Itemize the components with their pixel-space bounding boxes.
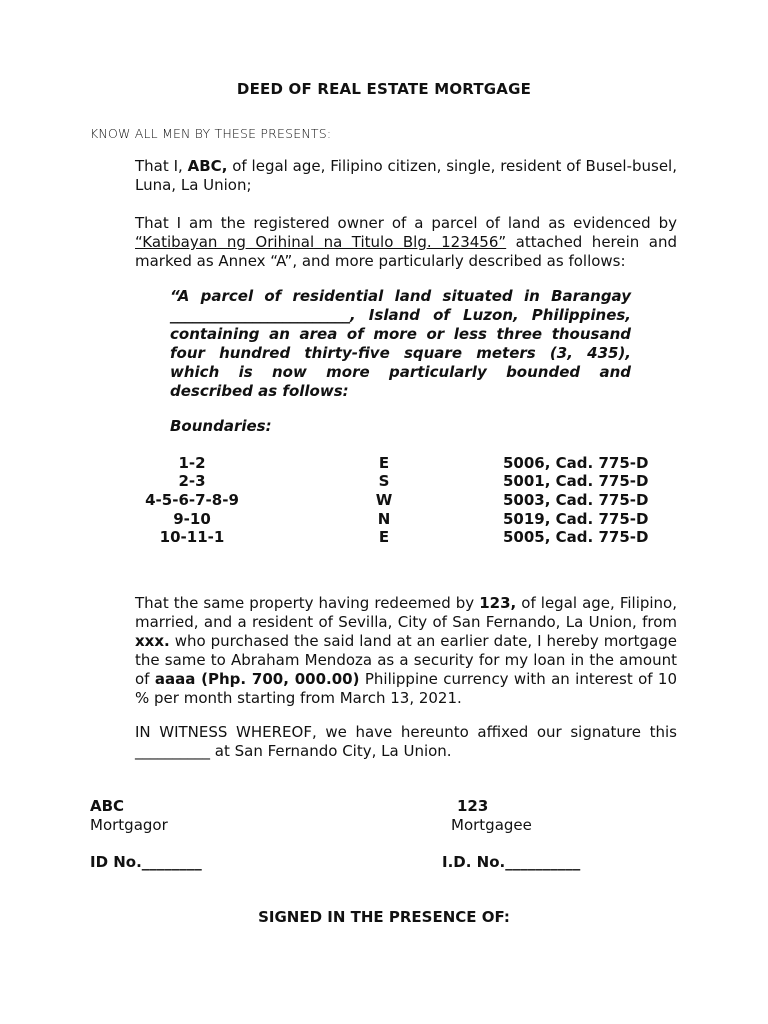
p3-redeemer-name: 123, [479, 594, 517, 612]
mortgagor-name: ABC [90, 797, 125, 815]
p4-text: IN WITNESS WHEREOF, we have hereunto affixed our signature this __________ at San Fernando City, La Union. [135, 723, 677, 760]
boundary-points: 9-10 [173, 510, 211, 528]
boundary-direction: E [378, 454, 390, 472]
boundary-points: 10-11-1 [159, 528, 225, 546]
mortgagor-role: Mortgagor [90, 816, 168, 834]
p3-text-c: of legal age, Filipino, married, and a resident of Sevilla, City of San Fernando, La Union, from [135, 594, 678, 631]
mortgagee-role: Mortgagee [451, 816, 532, 834]
p3-text-a: That the same property having redeemed by [135, 594, 480, 612]
boundary-points: 1-2 [178, 454, 206, 472]
p3-text-g: Philippine currency with an interest of 10 % per month starting from March 13, 2021. [135, 670, 677, 707]
land-description-quote: “A parcel of residential land situated in Barangay ________________________, Island of Luzon, Philippines, containing an area of more or less three thousand four hundred thirty-five square meters (3, 435), which is now more particularly bounded and described as follows: [170, 287, 631, 400]
document-title: DEED OF REAL ESTATE MORTGAGE [236, 80, 532, 98]
p1-owner-name: ABC, [187, 157, 228, 175]
boundary-lot: 5005, Cad. 775-D [503, 528, 649, 546]
boundary-lot: 5006, Cad. 775-D [503, 454, 649, 472]
paragraph-owner-identity [90, 157, 677, 195]
boundary-lot: 5003, Cad. 775-D [503, 491, 649, 509]
p1-text-a: That I, [135, 157, 188, 175]
mortgagee-name: 123 [457, 797, 489, 815]
p1-text-c: of legal age, Filipino citizen, single, resident of Busel-busel, Luna, La Union; [135, 157, 677, 194]
boundary-row [0, 454, 768, 473]
signed-presence-heading: SIGNED IN THE PRESENCE OF: [258, 908, 510, 926]
boundary-lot: 5019, Cad. 775-D [503, 510, 649, 528]
p3-text-e: who purchased the said land at an earlier date, I hereby mortgage the same to Abraham Mendoza as a security for my loan in the amount of [135, 632, 677, 688]
boundaries-label: Boundaries: [170, 417, 272, 435]
boundary-row [0, 472, 768, 491]
mortgagor-id-line: ID No.________ [90, 853, 202, 871]
mortgagee-id-line: I.D. No.__________ [442, 853, 581, 871]
p3-seller-name: xxx. [135, 632, 170, 650]
p2-title-reference: “Katibayan ng Orihinal na Titulo Blg. 123456” [135, 233, 507, 251]
boundary-row [0, 510, 768, 529]
boundary-direction: W [375, 491, 393, 509]
boundary-points: 4-5-6-7-8-9 [145, 491, 239, 509]
boundary-row [0, 528, 768, 547]
boundary-direction: N [377, 510, 391, 528]
p2-text-a: That I am the registered owner of a parcel of land as evidenced by [135, 214, 677, 232]
know-all-heading: KNOW ALL MEN BY THESE PRESENTS: [90, 126, 332, 141]
boundary-row [0, 491, 768, 510]
boundary-direction: E [378, 528, 390, 546]
p3-loan-amount: aaaa (Php. 700, 000.00) [154, 670, 360, 688]
p2-text-c: attached herein and marked as Annex “A”, and more particularly described as follows: [135, 233, 677, 270]
paragraph-redemption-mortgage [90, 594, 677, 708]
paragraph-title-evidence [90, 214, 677, 271]
boundary-direction: S [378, 472, 390, 490]
boundary-lot: 5001, Cad. 775-D [503, 472, 649, 490]
paragraph-witness [90, 723, 677, 761]
boundary-points: 2-3 [178, 472, 206, 490]
